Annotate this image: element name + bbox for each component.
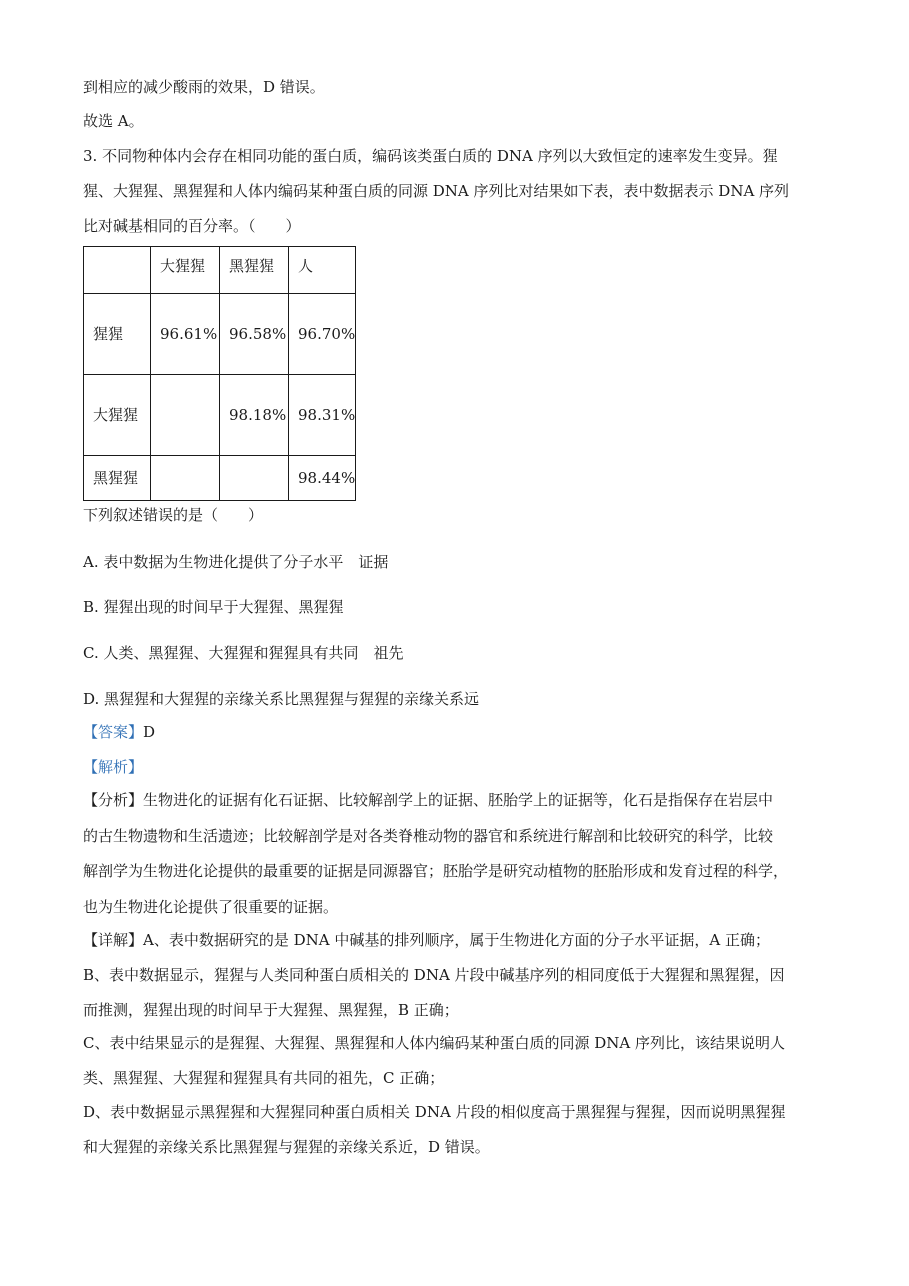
- option-b: B. 猩猩出现的时间早于大猩猩、黑猩猩: [83, 598, 344, 616]
- answer-line: [83, 722, 155, 742]
- table-header-cell: 大猩猩: [151, 247, 220, 294]
- table-row-label: 猩猩: [84, 294, 151, 375]
- fenxi-tag: 【分析】: [83, 791, 144, 809]
- xiangjie-line-5: 类、黑猩猩、大猩猩和猩猩具有共同的祖先，C 正确；: [83, 1069, 445, 1087]
- analysis-tag: 【解析】: [83, 758, 144, 776]
- table-cell: 98.44%: [289, 456, 356, 501]
- xiangjie-line-7: 和大猩猩的亲缘关系比黑猩猩与猩猩的亲缘关系近，D 错误。: [83, 1138, 490, 1156]
- table-row: [84, 375, 356, 456]
- table-cell: 96.58%: [220, 294, 289, 375]
- question-stem-line-1: 3. 不同物种体内会存在相同功能的蛋白质，编码该类蛋白质的 DNA 序列以大致恒定的速率发生变异。猩: [83, 147, 778, 165]
- fenxi-line-1: [83, 790, 773, 810]
- xiangjie-line-6: D、表中数据显示黑猩猩和大猩猩同种蛋白质相关 DNA 片段的相似度高于黑猩猩与猩猩，因而说明黑猩猩: [83, 1103, 786, 1121]
- table-cell: 98.18%: [220, 375, 289, 456]
- prev-text-line-2: 故选 A。: [83, 112, 144, 130]
- fenxi-line-4: 也为生物进化论提供了很重要的证据。: [83, 898, 339, 916]
- fenxi-text: 生物进化的证据有化石证据、比较解剖学上的证据、胚胎学上的证据等，化石是指保存在岩层中: [143, 791, 774, 809]
- table-cell: 98.31%: [289, 375, 356, 456]
- dna-comparison-table: [83, 246, 356, 501]
- table-header-cell: 黑猩猩: [220, 247, 289, 294]
- table-cell: [151, 375, 220, 456]
- table-cell: 96.70%: [289, 294, 356, 375]
- xiangjie-text: A、表中数据研究的是 DNA 中碱基的排列顺序，属于生物进化方面的分子水平证据，A 正确；: [143, 931, 770, 949]
- fenxi-line-3: 解剖学为生物进化论提供的最重要的证据是同源器官；胚胎学是研究动植物的胚胎形成和发育过程的科学，: [83, 862, 789, 880]
- question-stem-line-3: 比对碱基相同的百分率。（ ）: [83, 217, 301, 235]
- table-row-label: 黑猩猩: [84, 456, 151, 501]
- xiangjie-tag: 【详解】: [83, 931, 144, 949]
- question-stem-line-2: 猩、大猩猩、黑猩猩和人体内编码某种蛋白质的同源 DNA 序列比对结果如下表，表中数据表示 DNA 序列: [83, 182, 790, 200]
- table-cell: 96.61%: [151, 294, 220, 375]
- xiangjie-line-4: C、表中结果显示的是猩猩、大猩猩、黑猩猩和人体内编码某种蛋白质的同源 DNA 序列比，该结果说明人: [83, 1034, 786, 1052]
- answer-tag: 【答案】: [83, 723, 144, 741]
- table-header-cell: [84, 247, 151, 294]
- table-cell: [151, 456, 220, 501]
- option-c: C. 人类、黑猩猩、大猩猩和猩猩具有共同 祖先: [83, 644, 404, 662]
- question-prompt: 下列叙述错误的是（ ）: [83, 506, 264, 524]
- xiangjie-line-1: [83, 930, 770, 950]
- xiangjie-line-2: B、表中数据显示，猩猩与人类同种蛋白质相关的 DNA 片段中碱基序列的相同度低于大猩猩和黑猩猩，因: [83, 966, 785, 984]
- xiangjie-line-3: 而推测，猩猩出现的时间早于大猩猩、黑猩猩，B 正确；: [83, 1001, 459, 1019]
- option-d: D. 黑猩猩和大猩猩的亲缘关系比黑猩猩与猩猩的亲缘关系远: [83, 690, 480, 708]
- table-header-cell: 人: [289, 247, 356, 294]
- table-row: [84, 294, 356, 375]
- option-a: A. 表中数据为生物进化提供了分子水平 证据: [83, 553, 389, 571]
- fenxi-line-2: 的古生物遗物和生活遗迹；比较解剖学是对各类脊椎动物的器官和系统进行解剖和比较研究的科学，比较: [83, 827, 774, 845]
- table-row-label: 大猩猩: [84, 375, 151, 456]
- table-cell: [220, 456, 289, 501]
- answer-value: D: [143, 723, 156, 741]
- prev-text-line-1: 到相应的减少酸雨的效果，D 错误。: [83, 78, 325, 96]
- table-header-row: [84, 247, 356, 294]
- table-row: [84, 456, 356, 501]
